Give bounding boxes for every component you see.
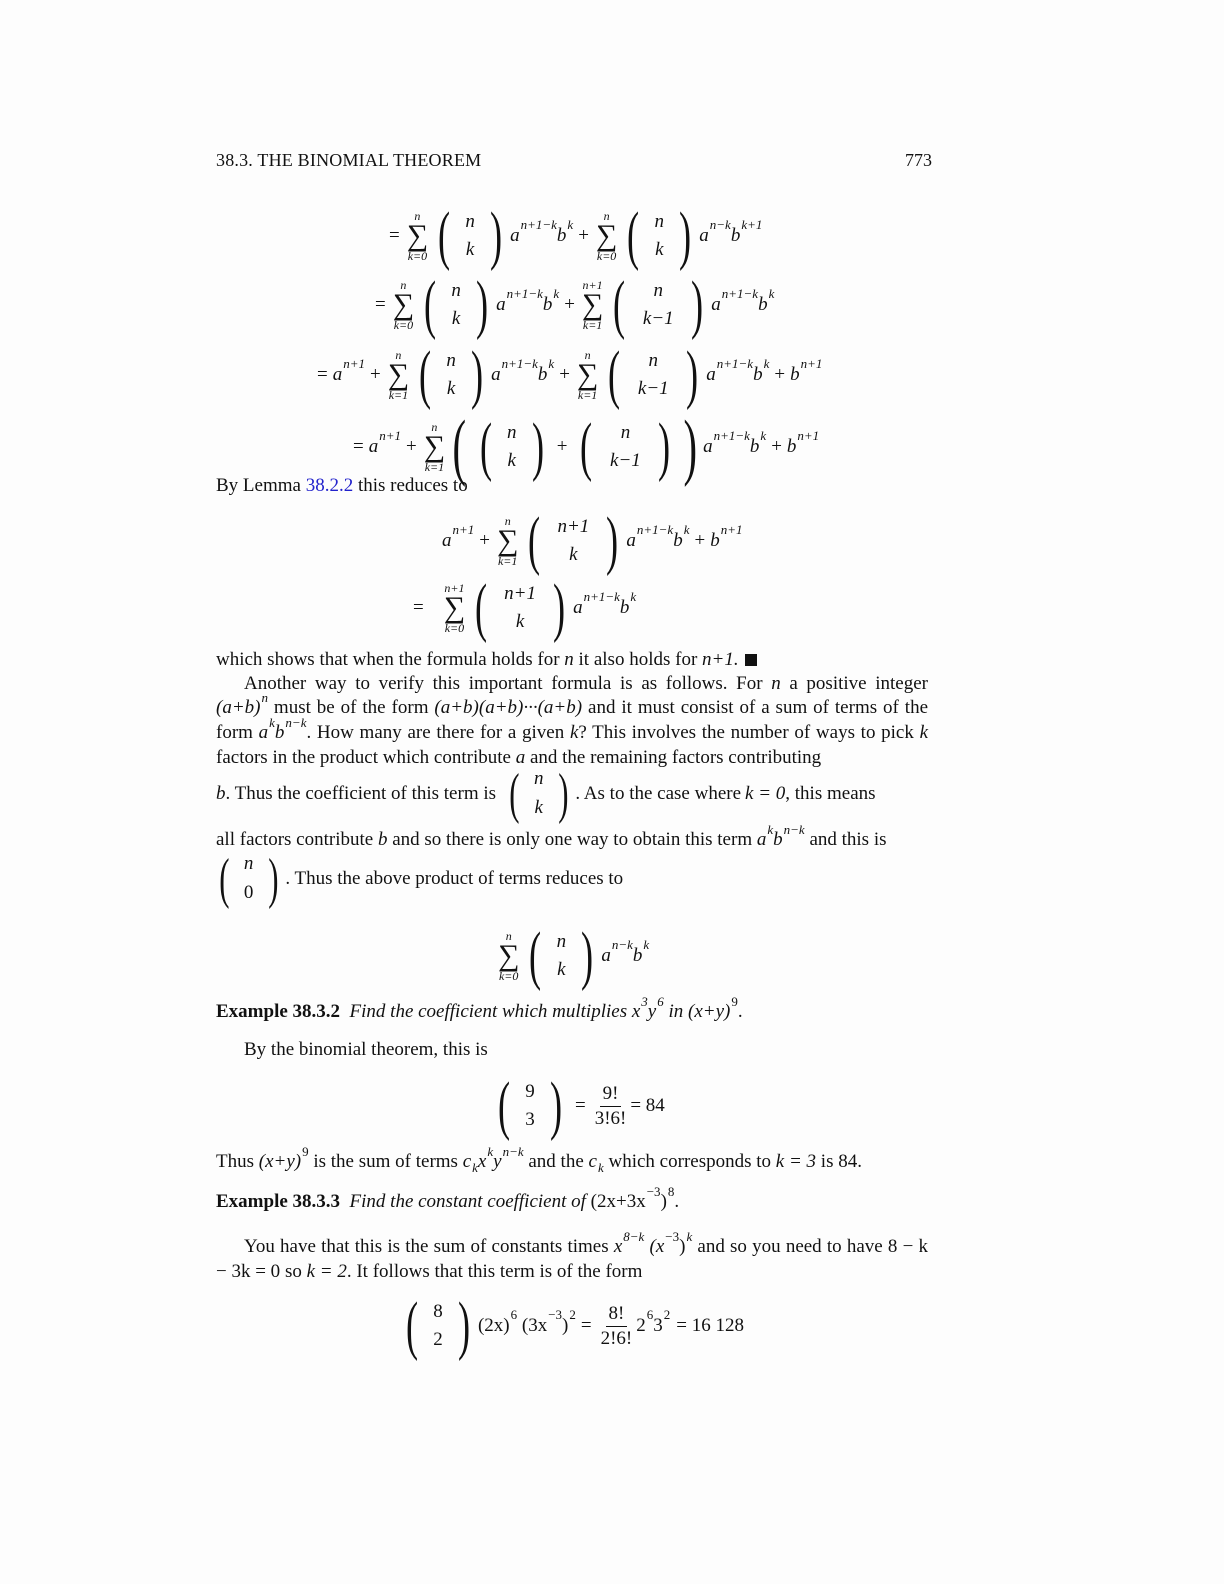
reduced-equation-line-2: = n+1 ∑ k=0 ( n+1 k ) a n+1−k b k xyxy=(413,571,637,644)
binomial-coefficient: ( n k−1 ) xyxy=(580,410,671,483)
summation: n ∑ k=0 xyxy=(595,208,618,264)
binomial-coefficient: ( n k−1 ) xyxy=(608,338,699,411)
lemma-sentence: By Lemma 38.2.2 this reduces to xyxy=(216,475,468,496)
binomial-coefficient: ( n k ) xyxy=(627,199,692,272)
summation: n ∑ k=1 xyxy=(497,513,519,569)
summation: n ∑ k=0 xyxy=(406,208,429,264)
qed-square-icon xyxy=(745,654,757,666)
binomial-coefficient: ( n k ) xyxy=(479,410,544,483)
induction-conclusion: which shows that when the formula holds for n it also holds for n+1. xyxy=(216,648,928,672)
fraction: $\frac{8!}{2!6!}$ xyxy=(600,1302,633,1349)
coefficient-line: b . Thus the coefficient of this term is ( n k ) . As to the case where k = 0 , this means xyxy=(216,762,876,825)
binomial-coefficient: ( n k−1 ) xyxy=(613,268,704,341)
example-38-3-2-intro: By the binomial theorem, this is xyxy=(244,1039,488,1060)
binomial-coefficient: ( n k ) xyxy=(509,762,569,825)
equation-line-1: = n ∑ k=0 ( n k ) a n+1−k b k + n ∑ k=0 ( n k ) a n−k b k+1 xyxy=(389,199,763,272)
example-38-3-3: Example 38.3.3 Find the constant coefficient of $(2x+3x^{-3})^8$. xyxy=(216,1184,680,1212)
summation: n+1 ∑ k=1 xyxy=(581,277,604,333)
example-38-3-2-computation: ( 9 3 ) = $\frac{9!}{3!6!}$ = 84 xyxy=(490,1073,665,1139)
binomial-coefficient: ( n+1 k ) xyxy=(528,504,619,577)
running-header-section: 38.3. THE BINOMIAL THEOREM xyxy=(216,150,482,170)
summation: n ∑ k=0 xyxy=(392,277,415,333)
binomial-coefficient: ( n k ) xyxy=(419,338,484,411)
summation: n ∑ k=1 xyxy=(423,419,446,475)
binomial-coefficient: ( n+1 k ) xyxy=(475,571,566,644)
binomial-coefficient: ( n k ) xyxy=(438,199,503,272)
example-38-3-2-conclusion: Thus $(x+y)^9$ is the sum of terms $c_kx^ky^{n-k}$ and the $c_k$ which corresponds to k = 3 is 84. xyxy=(216,1144,862,1175)
binomial-coefficient: ( 8 2 ) xyxy=(405,1289,471,1362)
paragraph-all-factors: all factors contribute b and so there is only one way to obtain this term $a^kb^{n-k}$ and this is xyxy=(216,822,887,850)
n-choose-0-line: ( n 0 ) . Thus the above product of terms reduces to xyxy=(212,850,623,907)
fraction: $\frac{9!}{3!6!}$ xyxy=(594,1082,627,1129)
page-number: 773 xyxy=(905,150,932,170)
paragraph-alternative-proof: Another way to verify this important formula is as follows. For n a positive integer $(a+b)^n$ must be of the form (a+b)(a+b)···(a+b) and it must consist of a sum of terms of the form $a^kb^{n-k}$. How many are there for a given k? This involves the number of ways to pick k factors in the product which contribute a and the remaining factors contributing xyxy=(216,673,929,768)
summation: n ∑ k=1 xyxy=(387,347,410,403)
example-38-3-2: Example 38.3.2 Find the coefficient which multiplies $x^3y^6$ in $(x+y)^9$. xyxy=(216,994,743,1022)
equation-line-4: = a n+1 + n ∑ k=1 ( ( n k ) + ( n k−1 ) ) a n+1−k b k + b n+1 xyxy=(353,406,820,488)
summation: n ∑ k=0 xyxy=(498,928,520,984)
lemma-link[interactable]: 38.2.2 xyxy=(305,475,354,496)
binomial-coefficient: ( 9 3 ) xyxy=(497,1069,563,1142)
binomial-coefficient: ( n 0 ) xyxy=(219,847,279,910)
reduced-equation-line-1: a n+1 + n ∑ k=1 ( n+1 k ) a n+1−k b k + b n+1 xyxy=(442,504,743,577)
binomial-sum-result: n ∑ k=0 ( n k ) a n−k b k xyxy=(498,919,650,992)
example-38-3-3-computation: ( 8 2 ) (2x) 6 (3x −3 ) 2 = $\frac{8!}{2!6!}$ 2 6 3 2 = 16 128 xyxy=(398,1293,744,1359)
binomial-coefficient: ( n k ) xyxy=(424,268,489,341)
equation-line-3: = a n+1 + n ∑ k=1 ( n k ) a n+1−k b k + n ∑ k=1 ( n k−1 ) a n+1−k b k + b n+1 xyxy=(317,338,823,411)
summation: n+1 ∑ k=0 xyxy=(443,580,466,636)
example-38-3-3-paragraph: You have that this is the sum of constants times $x^{8-k}$ $(x^{-3})^k$ and so you need to have 8 − k − 3k = 0 so k = 2. It follows that this term is of the form xyxy=(216,1229,929,1282)
equation-line-2: = n ∑ k=0 ( n k ) a n+1−k b k + n+1 ∑ k=1 ( n k−1 ) a n+1−k b k xyxy=(375,268,775,341)
summation: n ∑ k=1 xyxy=(576,347,599,403)
binomial-coefficient: ( n k ) xyxy=(529,919,594,992)
